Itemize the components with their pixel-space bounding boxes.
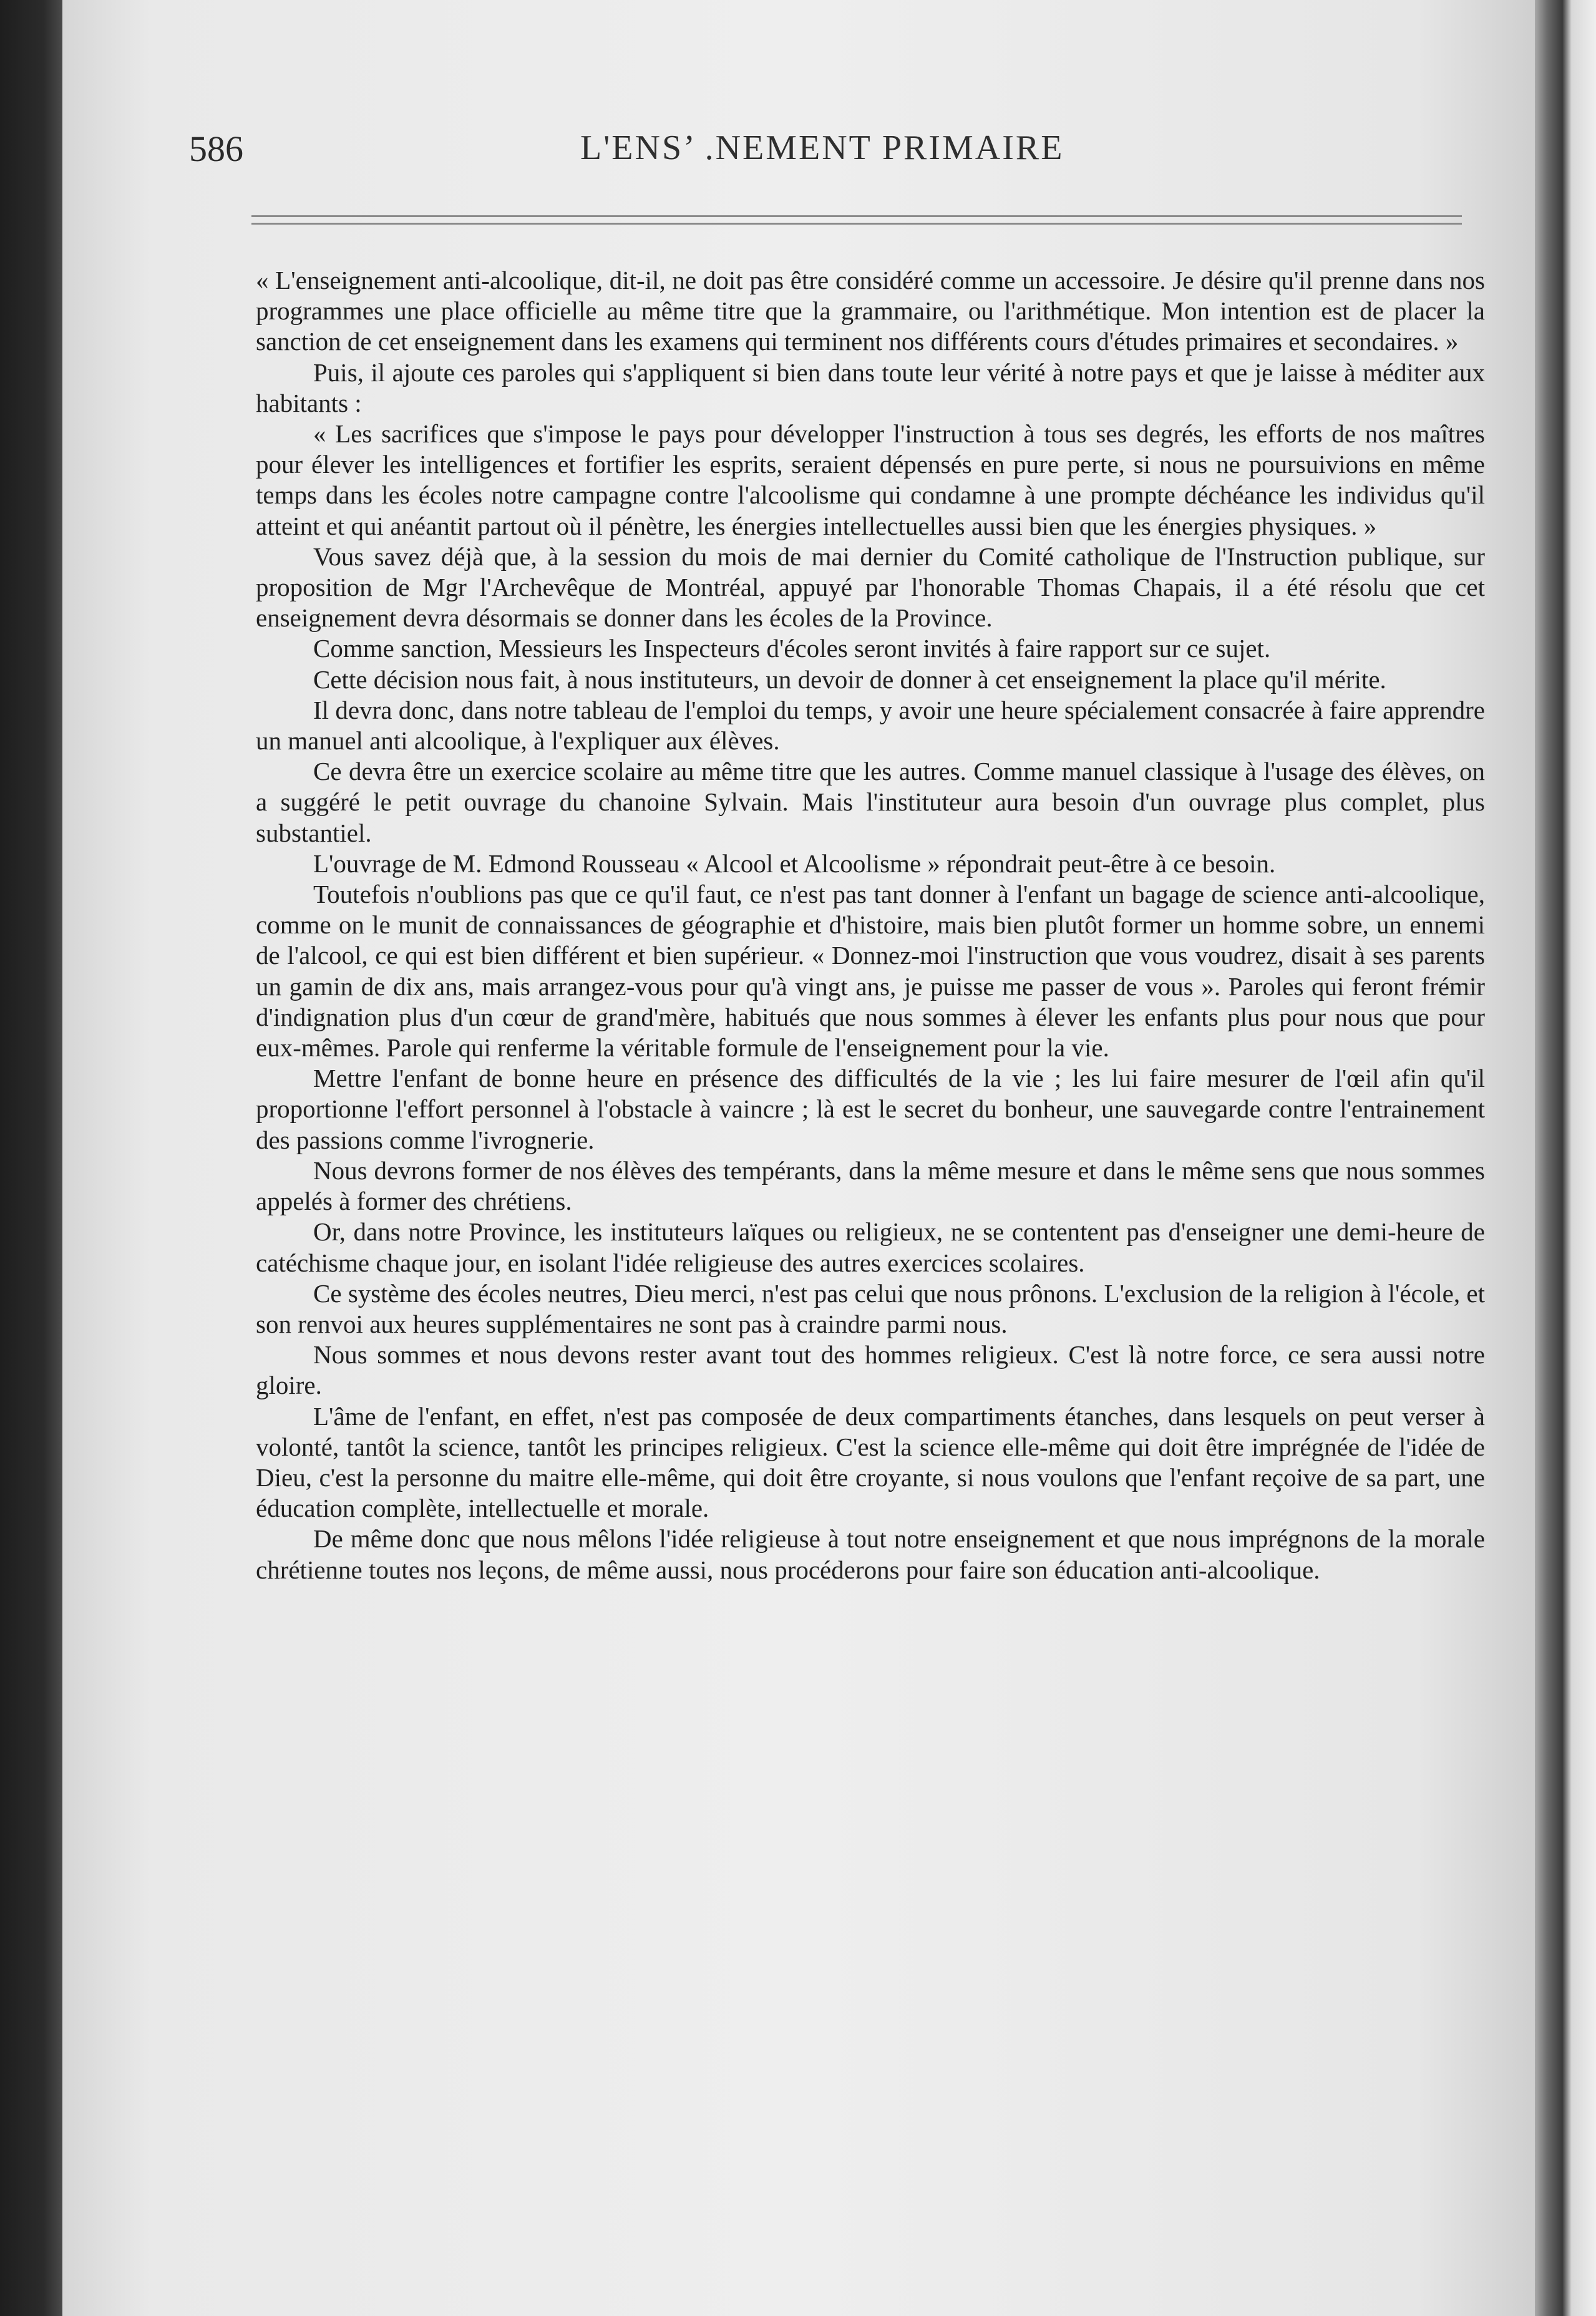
paragraph: Vous savez déjà que, à la session du mois de mai dernier du Comité catholique de l'Instruction publique, sur proposition de Mgr l'Archevêque de Montréal, appuyé par l'honorable Thomas Chapais, il a été résolu que cet enseignement devra désormais se donner dans les écoles de la Province. (256, 542, 1485, 633)
paragraph: Comme sanction, Messieurs les Inspecteurs d'écoles seront invités à faire rapport sur ce sujet. (313, 634, 1271, 663)
paragraph: Nous sommes et nous devons rester avant tout des hommes religieux. C'est là notre force, ce sera aussi notre gloire. (256, 1340, 1485, 1400)
book-edge-right (1535, 0, 1596, 2316)
paragraph: Cette décision nous fait, à nous instituteurs, un devoir de donner à cet enseignement la place qu'il mérite. (313, 664, 1386, 694)
paragraph: Nous devrons former de nos élèves des tempérants, dans la même mesure et dans le même sens que nous sommes appelés à former des chrétiens. (256, 1156, 1485, 1216)
book-gutter-left (0, 0, 62, 2316)
paragraph: L'ouvrage de M. Edmond Rousseau « Alcool et Alcoolisme » répondrait peut-être à ce besoin. (313, 849, 1276, 878)
body-text (256, 265, 1485, 1585)
paragraph: L'âme de l'enfant, en effet, n'est pas composée de deux compartiments étanches, dans lesquels on peut verser à volonté, tantôt la science, tantôt les principes religieux. C'est la science elle-même qui doit être imprégnée de l'idée de Dieu, c'est la personne du maitre elle-même, qui doit être croyante, si nous voulons que l'enfant reçoive de sa part, une éducation complète, intellectuelle et morale. (256, 1401, 1485, 1523)
paragraph: Toutefois n'oublions pas que ce qu'il faut, ce n'est pas tant donner à l'enfant un bagage de science anti-alcoolique, comme on le munit de connaissances de géographie et d'histoire, mais bien plutôt former un homme sobre, un ennemi de l'alcool, ce qui est bien différent et bien supérieur. « Donnez-moi l'instruction que vous voudrez, disait à ses parents un gamin de dix ans, mais arrangez-vous pour qu'à vingt ans, je puisse me passer de vous ». Paroles qui feront frémir d'indignation plus d'un cœur de grand'mère, habitués que nous sommes à élever les enfants plus pour nous que pour eux-mêmes. Parole qui renferme la véritable formule de l'enseignement pour la vie. (256, 880, 1485, 1063)
paragraph: Mettre l'enfant de bonne heure en présence des difficultés de la vie ; les lui faire mesurer de l'œil afin qu'il proportionne l'effort personnel à l'obstacle à vaincre ; là est le secret du bonheur, une sauvegarde contre l'entrainement des passions comme l'ivrognerie. (256, 1064, 1485, 1154)
page-number: 586 (189, 129, 243, 169)
paragraph: Ce devra être un exercice scolaire au même titre que les autres. Comme manuel classique à l'usage des élèves, on a suggéré le petit ouvrage du chanoine Sylvain. Mais l'instituteur aura besoin d'un ouvrage plus complet, plus substantiel. (256, 757, 1485, 847)
paragraph: Il devra donc, dans notre tableau de l'emploi du temps, y avoir une heure spécialement consacrée à faire apprendre un manuel anti alcoolique, à l'expliquer aux élèves. (256, 695, 1485, 756)
running-head: L'ENS’ .NEMENT PRIMAIRE (580, 129, 1064, 167)
paragraph: Puis, il ajoute ces paroles qui s'appliquent si bien dans toute leur vérité à notre pays et que je laisse à méditer aux habitants : (256, 358, 1485, 417)
header-rule (251, 223, 1462, 225)
paragraph: Or, dans notre Province, les instituteurs laïques ou religieux, ne se contentent pas d'enseigner une demi-heure de catéchisme chaque jour, en isolant l'idée religieuse des autres exercices scolaires. (256, 1217, 1485, 1277)
paragraph: « L'enseignement anti-alcoolique, dit-il, ne doit pas être considéré comme un accessoire. Je désire qu'il prenne dans nos programmes une place officielle au même titre que la grammaire, ou l'arithmétique. Mon intention est de placer la sanction de cet enseignement dans les examens qui terminent nos différents cours d'études primaires et secondaires. » (256, 266, 1485, 356)
paragraph: De même donc que nous mêlons l'idée religieuse à tout notre enseignement et que nous imprégnons de la morale chrétienne toutes nos leçons, de même aussi, nous procéderons pour faire son éducation anti-alcoolique. (256, 1524, 1485, 1584)
header-rule (251, 215, 1462, 217)
paragraph: Ce système des écoles neutres, Dieu merci, n'est pas celui que nous prônons. L'exclusion de la religion à l'école, et son renvoi aux heures supplémentaires ne sont pas à craindre parmi nous. (256, 1278, 1485, 1338)
paragraph: « Les sacrifices que s'impose le pays pour développer l'instruction à tous ses degrés, les efforts de nos maîtres pour élever les intelligences et fortifier les esprits, seraient dépensés en pure perte, si nous ne poursuivions en même temps dans les écoles notre campagne contre l'alcoolisme qui condamne à une prompte déchéance les individus qu'il atteint et qui anéantit partout où il pénètre, les énergies intellectuelles aussi bien que les énergies physiques. » (256, 419, 1485, 540)
